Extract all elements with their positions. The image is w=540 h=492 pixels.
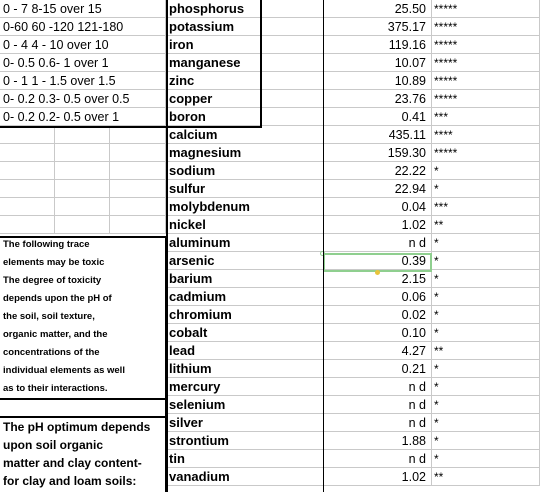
element-name-cell[interactable]: sulfur xyxy=(166,180,324,198)
element-name-cell[interactable]: cobalt xyxy=(166,324,324,342)
rating-cell[interactable]: * xyxy=(432,234,540,252)
element-name-cell[interactable]: magnesium xyxy=(166,144,324,162)
rating-cell[interactable]: ***** xyxy=(432,90,540,108)
value-cell[interactable]: 10.07 xyxy=(324,54,432,72)
value-cell[interactable]: 1.88 xyxy=(324,432,432,450)
rating-cell[interactable]: **** xyxy=(432,126,540,144)
range-cell[interactable] xyxy=(0,180,166,198)
value-cell[interactable]: 10.89 xyxy=(324,72,432,90)
range-cell[interactable] xyxy=(0,216,166,234)
rating-cell[interactable]: * xyxy=(432,432,540,450)
table-row[interactable] xyxy=(0,126,540,144)
rating-cell[interactable]: *** xyxy=(432,198,540,216)
trace-note-line: the soil, soil texture, xyxy=(3,311,95,322)
value-cell[interactable]: 375.17 xyxy=(324,18,432,36)
element-name-cell[interactable]: tin xyxy=(166,450,324,468)
element-name-cell[interactable]: manganese xyxy=(166,54,324,72)
element-name-cell[interactable]: mercury xyxy=(166,378,324,396)
trace-note-line: as to their interactions. xyxy=(3,383,108,394)
range-cell[interactable]: 0 - 4 4 - 10 over 10 xyxy=(0,36,166,54)
value-cell[interactable]: 4.27 xyxy=(324,342,432,360)
trace-elements-note xyxy=(0,236,166,398)
trace-note-line: organic matter, and the xyxy=(3,329,108,340)
value-cell[interactable]: 25.50 xyxy=(324,0,432,18)
value-cell[interactable]: 0.39 xyxy=(324,252,432,270)
rating-cell[interactable]: ** xyxy=(432,342,540,360)
element-name-cell[interactable]: copper xyxy=(166,90,324,108)
element-name-cell[interactable]: calcium xyxy=(166,126,324,144)
rating-cell[interactable]: ***** xyxy=(432,144,540,162)
rating-cell[interactable]: *** xyxy=(432,108,540,126)
range-cell[interactable]: 0- 0.2 0.2- 0.5 over 1 xyxy=(0,108,166,126)
value-cell[interactable]: 0.41 xyxy=(324,108,432,126)
table-row[interactable] xyxy=(0,72,540,90)
ph-note-line: upon soil organic xyxy=(3,438,104,452)
trace-note-line: The degree of toxicity xyxy=(3,275,102,286)
element-name-cell[interactable]: sodium xyxy=(166,162,324,180)
value-cell[interactable]: 1.02 xyxy=(324,216,432,234)
value-cell[interactable]: 435.11 xyxy=(324,126,432,144)
value-cell[interactable]: 23.76 xyxy=(324,90,432,108)
table-row[interactable] xyxy=(0,180,540,198)
value-cell[interactable]: 22.94 xyxy=(324,180,432,198)
element-name-cell[interactable]: arsenic xyxy=(166,252,324,270)
element-name-cell[interactable]: boron xyxy=(166,108,324,126)
table-row[interactable] xyxy=(0,198,540,216)
element-name-cell[interactable]: molybdenum xyxy=(166,198,324,216)
rating-cell[interactable]: * xyxy=(432,252,540,270)
element-name-cell[interactable]: selenium xyxy=(166,396,324,414)
rating-cell[interactable]: ** xyxy=(432,468,540,486)
table-row[interactable] xyxy=(0,36,540,54)
table-row[interactable] xyxy=(0,0,540,18)
value-cell[interactable]: n d xyxy=(324,378,432,396)
cell-border xyxy=(0,236,166,238)
rating-cell[interactable]: * xyxy=(432,360,540,378)
range-cell[interactable] xyxy=(0,144,166,162)
range-cell[interactable]: 0- 0.2 0.3- 0.5 over 0.5 xyxy=(0,90,166,108)
cell-border xyxy=(260,0,262,127)
rating-cell[interactable]: ** xyxy=(432,216,540,234)
element-name-cell[interactable]: vanadium xyxy=(166,468,324,486)
element-name-cell[interactable]: aluminum xyxy=(166,234,324,252)
range-cell[interactable] xyxy=(0,198,166,216)
element-name-cell[interactable]: iron xyxy=(166,36,324,54)
value-cell[interactable]: 22.22 xyxy=(324,162,432,180)
table-row[interactable] xyxy=(0,54,540,72)
rating-cell[interactable]: * xyxy=(432,450,540,468)
rating-cell[interactable]: * xyxy=(432,270,540,288)
trace-note-line: elements may be toxic xyxy=(3,257,105,268)
rating-cell[interactable]: ***** xyxy=(432,72,540,90)
ph-optimum-note xyxy=(0,416,166,492)
cell-border xyxy=(323,0,324,492)
rating-cell[interactable]: * xyxy=(432,306,540,324)
element-name-cell[interactable]: chromium xyxy=(166,306,324,324)
value-cell[interactable]: 0.02 xyxy=(324,306,432,324)
rating-cell[interactable]: ***** xyxy=(432,54,540,72)
value-cell[interactable]: 159.30 xyxy=(324,144,432,162)
cell-border xyxy=(0,416,166,418)
value-cell[interactable]: 0.04 xyxy=(324,198,432,216)
trace-note-line: The following trace xyxy=(3,239,90,250)
element-name-cell[interactable]: lead xyxy=(166,342,324,360)
trace-note-line: concentrations of the xyxy=(3,347,100,358)
range-cell[interactable]: 0 - 1 1 - 1.5 over 1.5 xyxy=(0,72,166,90)
trace-note-line: depends upon the pH of xyxy=(3,293,112,304)
rating-cell[interactable]: * xyxy=(432,396,540,414)
table-row[interactable] xyxy=(0,18,540,36)
rating-cell[interactable]: * xyxy=(432,180,540,198)
rating-cell[interactable]: * xyxy=(432,162,540,180)
value-cell[interactable]: 0.06 xyxy=(324,288,432,306)
table-row[interactable] xyxy=(0,108,540,126)
value-cell[interactable]: 119.16 xyxy=(324,36,432,54)
value-cell[interactable]: 0.21 xyxy=(324,360,432,378)
value-cell[interactable]: 0.10 xyxy=(324,324,432,342)
element-name-cell[interactable]: zinc xyxy=(166,72,324,90)
rating-cell[interactable]: * xyxy=(432,324,540,342)
value-cell[interactable]: 1.02 xyxy=(324,468,432,486)
value-cell[interactable]: 2.15 xyxy=(324,270,432,288)
rating-cell[interactable]: * xyxy=(432,414,540,432)
cell-border xyxy=(0,126,262,128)
element-name-cell[interactable]: nickel xyxy=(166,216,324,234)
table-row[interactable] xyxy=(0,162,540,180)
element-name-cell[interactable]: strontium xyxy=(166,432,324,450)
ph-note-line: The pH optimum depends xyxy=(3,420,151,434)
ph-note-line: for clay and loam soils: xyxy=(3,474,137,488)
value-cell[interactable]: n d xyxy=(324,396,432,414)
range-cell[interactable]: 0-60 60 -120 121-180 xyxy=(0,18,166,36)
table-row[interactable] xyxy=(0,216,540,234)
cell-border xyxy=(165,236,167,492)
element-name-cell[interactable]: cadmium xyxy=(166,288,324,306)
table-row[interactable] xyxy=(0,90,540,108)
rating-cell[interactable]: * xyxy=(432,378,540,396)
range-cell[interactable] xyxy=(0,162,166,180)
fill-handle[interactable] xyxy=(375,270,380,275)
value-cell[interactable]: n d xyxy=(324,414,432,432)
rating-cell[interactable]: ***** xyxy=(432,36,540,54)
ph-note-line: matter and clay content- xyxy=(3,456,142,470)
range-cell[interactable] xyxy=(0,126,166,144)
rating-cell[interactable]: * xyxy=(432,288,540,306)
element-name-cell[interactable]: lithium xyxy=(166,360,324,378)
element-name-cell[interactable]: silver xyxy=(166,414,324,432)
range-cell[interactable]: 0- 0.5 0.6- 1 over 1 xyxy=(0,54,166,72)
table-row[interactable] xyxy=(0,144,540,162)
range-cell[interactable]: 0 - 7 8-15 over 15 xyxy=(0,0,166,18)
rating-cell[interactable]: ***** xyxy=(432,0,540,18)
rating-cell[interactable]: ***** xyxy=(432,18,540,36)
value-cell[interactable]: n d xyxy=(324,234,432,252)
trace-note-line: individual elements as well xyxy=(3,365,125,376)
element-name-cell[interactable]: barium xyxy=(166,270,324,288)
element-name-cell[interactable]: potassium xyxy=(166,18,324,36)
cell-border xyxy=(0,398,166,400)
element-name-cell[interactable]: phosphorus xyxy=(166,0,324,18)
value-cell[interactable]: n d xyxy=(324,450,432,468)
